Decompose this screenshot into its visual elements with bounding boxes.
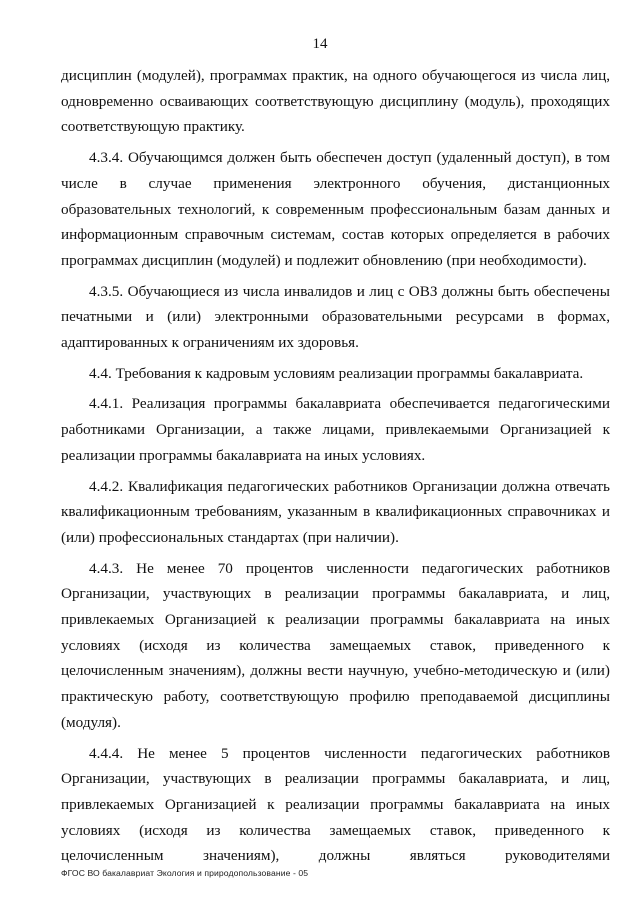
section-heading-4-4: 4.4. Требования к кадровым условиям реализации программы бакалавриата. [89,364,584,382]
paragraph-4-4-1: 4.4.1. Реализация программы бакалавриата обеспечивается педагогическими работниками Организации, а также лицами, привлекаемыми Организацией к реализации программы бакалавриата на иных условиях. [61,395,610,464]
paragraph-4-3-5: 4.3.5. Обучающиеся из числа инвалидов и лиц с ОВЗ должны быть обеспечены печатными и (или) электронными образовательными ресурсами в формах, адаптированных к ограничениям их здоровья. [61,282,610,352]
paragraph-continuation: дисциплин (модулей), программах практик, на одного обучающегося из числа лиц, одновременно осваивающих соответствующую дисциплину (модуль), проходящих соответствующую практику. [61,67,610,136]
paragraph-4-4-3: 4.4.3. Не менее 70 процентов численности педагогических работников Организации, участвующих в реализации программы бакалавриата, и лиц, привлекаемых Организацией к реализации программы бакалавриата на иных условиях (исходя из количества замещаемых ставок, приведенного к целочисленным значениям), должны вести научную, учебно-методическую и (или) практическую работу, соответствующую профилю преподаваемой дисциплины (модуля). [61,559,610,731]
paragraph-4-3-4: 4.3.4. Обучающимся должен быть обеспечен доступ (удаленный доступ), в том числе в случае применения электронного обучения, дистанционных образовательных технологий, к современным профессиональным базам данных и информационным справочным системам, состав которых определяется в рабочих программах дисциплин (модулей) и подлежит обновлению (при необходимости). [61,149,610,269]
page-number: 14 [312,36,328,52]
document-footer: ФГОС ВО бакалавриат Экология и природопользование - 05 [61,868,309,878]
paragraph-4-4-2: 4.4.2. Квалификация педагогических работников Организации должна отвечать квалификационным требованиям, указанным в квалификационных справочниках и (или) профессиональных стандартах (при наличии). [61,477,610,546]
document-body [61,63,610,869]
paragraph-4-4-4: 4.4.4. Не менее 5 процентов численности педагогических работников Организации, участвующих в реализации программы бакалавриата, и лиц, привлекаемых Организацией к реализации программы бакалавриата на иных условиях (исходя из количества замещаемых ставок, приведенного к целочисленным значениям), должны являться руководителями [61,744,610,865]
